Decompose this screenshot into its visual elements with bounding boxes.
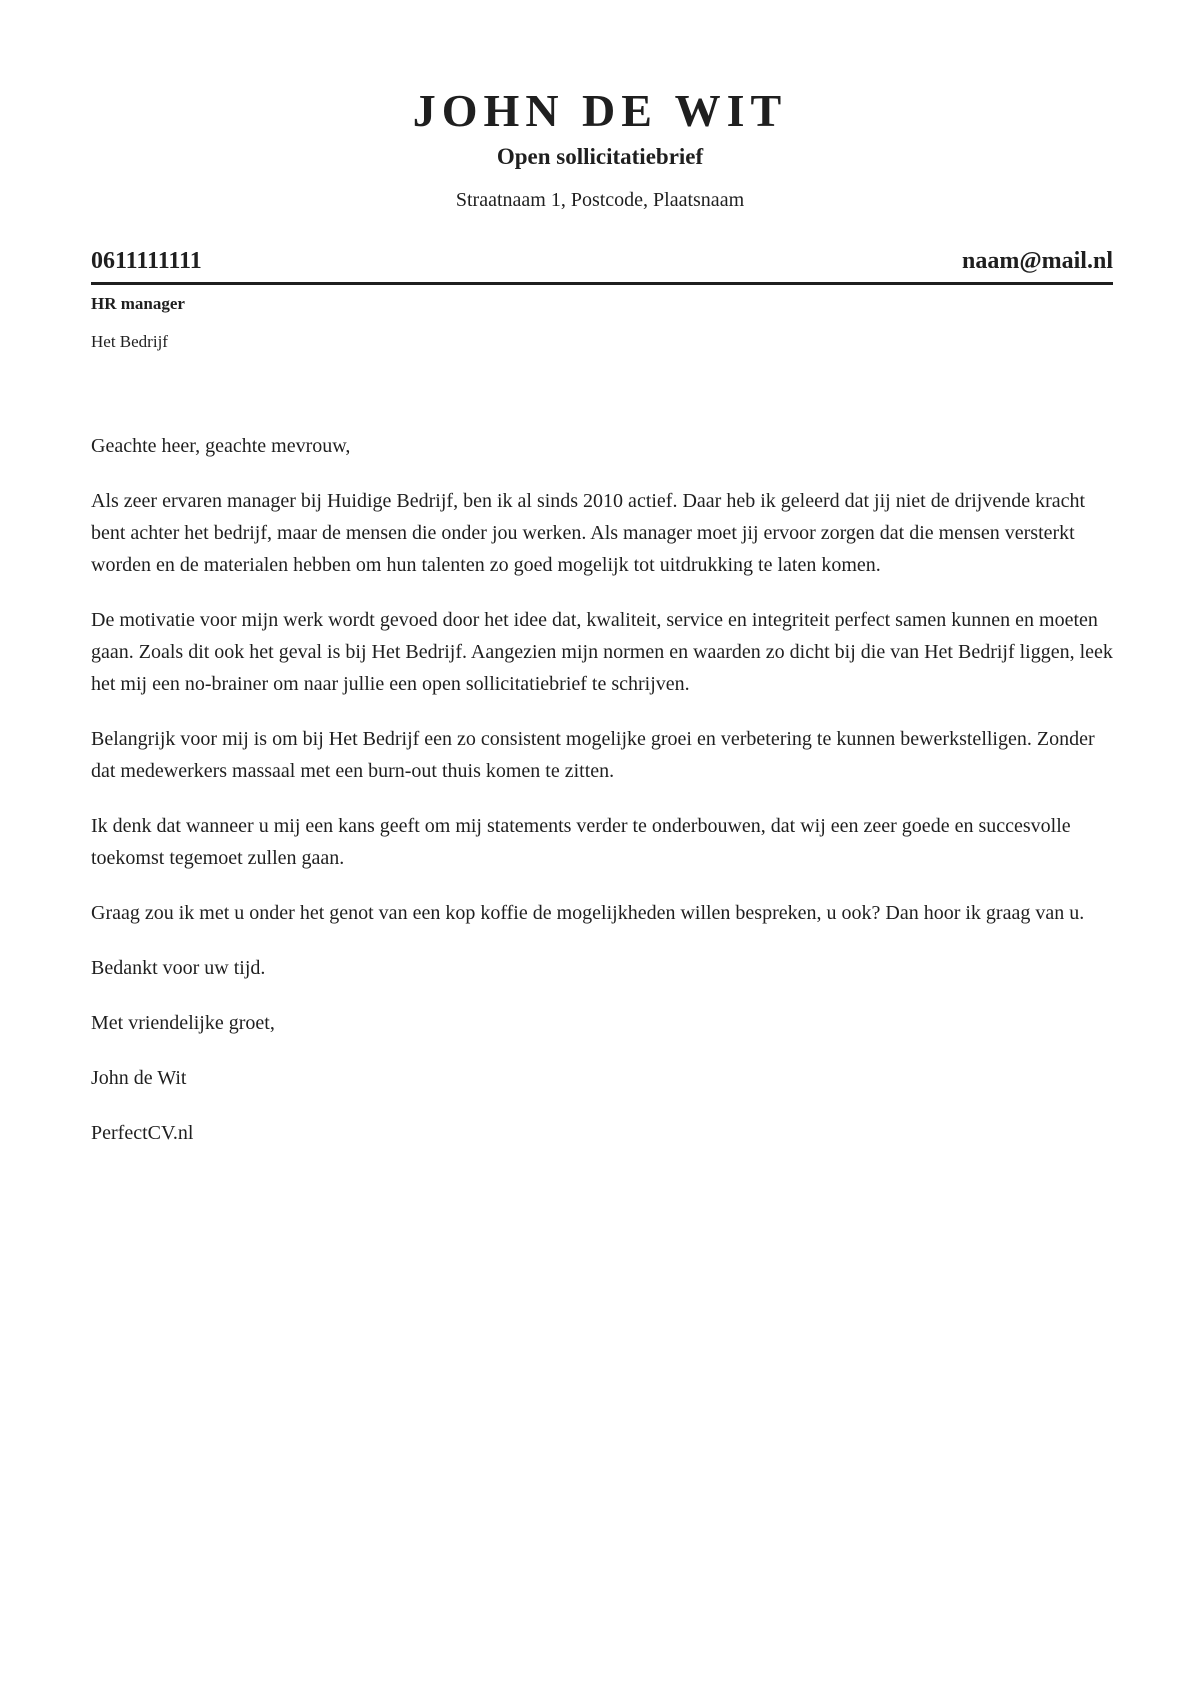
paragraph: Ik denk dat wanneer u mij een kans geeft om mij statements verder te onderbouwen, dat wij een zeer goede en succesvolle toekomst tegemoet zullen gaan. bbox=[91, 815, 1071, 869]
applicant-address: Straatnaam 1, Postcode, Plaatsnaam bbox=[455, 189, 745, 211]
email-address: naam@mail.nl bbox=[961, 248, 1113, 274]
contact-row bbox=[91, 246, 1113, 285]
salutation: Geachte heer, geachte mevrouw, bbox=[91, 435, 351, 457]
paragraph: Als zeer ervaren manager bij Huidige Bedrijf, ben ik al sinds 2010 actief. Daar heb ik geleerd dat jij niet de drijvende kracht bent achter het bedrijf, maar de mensen die onder jou werken. Als manager moet jij ervoor zorgen dat die mensen versterkt worden en de materialen hebben om hun talenten zo goed mogelijk tot uitdrukking te laten komen. bbox=[91, 490, 1086, 576]
phone-number: 0611111111 bbox=[91, 248, 202, 274]
signature-name: John de Wit bbox=[91, 1067, 187, 1089]
recipient-company: Het Bedrijf bbox=[91, 332, 168, 351]
paragraph: De motivatie voor mijn werk wordt gevoed door het idee dat, kwaliteit, service en integriteit perfect samen kunnen en moeten gaan. Zoals dit ook het geval is bij Het Bedrijf. Aangezien mijn normen en waarden zo dicht bij die van Het Bedrijf liggen, leek het mij een no-brainer om naar jullie een open sollicitatiebrief te schrijven. bbox=[91, 609, 1113, 695]
paragraph: Belangrijk voor mij is om bij Het Bedrijf een zo consistent mogelijke groei en verbetering te kunnen bewerkstelligen. Zonder dat medewerkers massaal met een burn-out thuis komen te zitten. bbox=[91, 728, 1095, 782]
thanks-line: Bedankt voor uw tijd. bbox=[91, 957, 266, 979]
footer-brand: PerfectCV.nl bbox=[91, 1122, 194, 1144]
paragraph: Graag zou ik met u onder het genot van een kop koffie de mogelijkheden willen bespreken, u ook? Dan hoor ik graag van u. bbox=[91, 902, 1085, 924]
recipient-role: HR manager bbox=[91, 294, 185, 313]
letter-header bbox=[0, 84, 1200, 214]
closing-line: Met vriendelijke groet, bbox=[91, 1012, 275, 1034]
document-title: Open sollicitatiebrief bbox=[496, 144, 704, 169]
applicant-name: JOHN DE WIT bbox=[412, 85, 788, 136]
letter-body bbox=[91, 430, 1121, 1172]
recipient-block bbox=[91, 292, 1113, 354]
